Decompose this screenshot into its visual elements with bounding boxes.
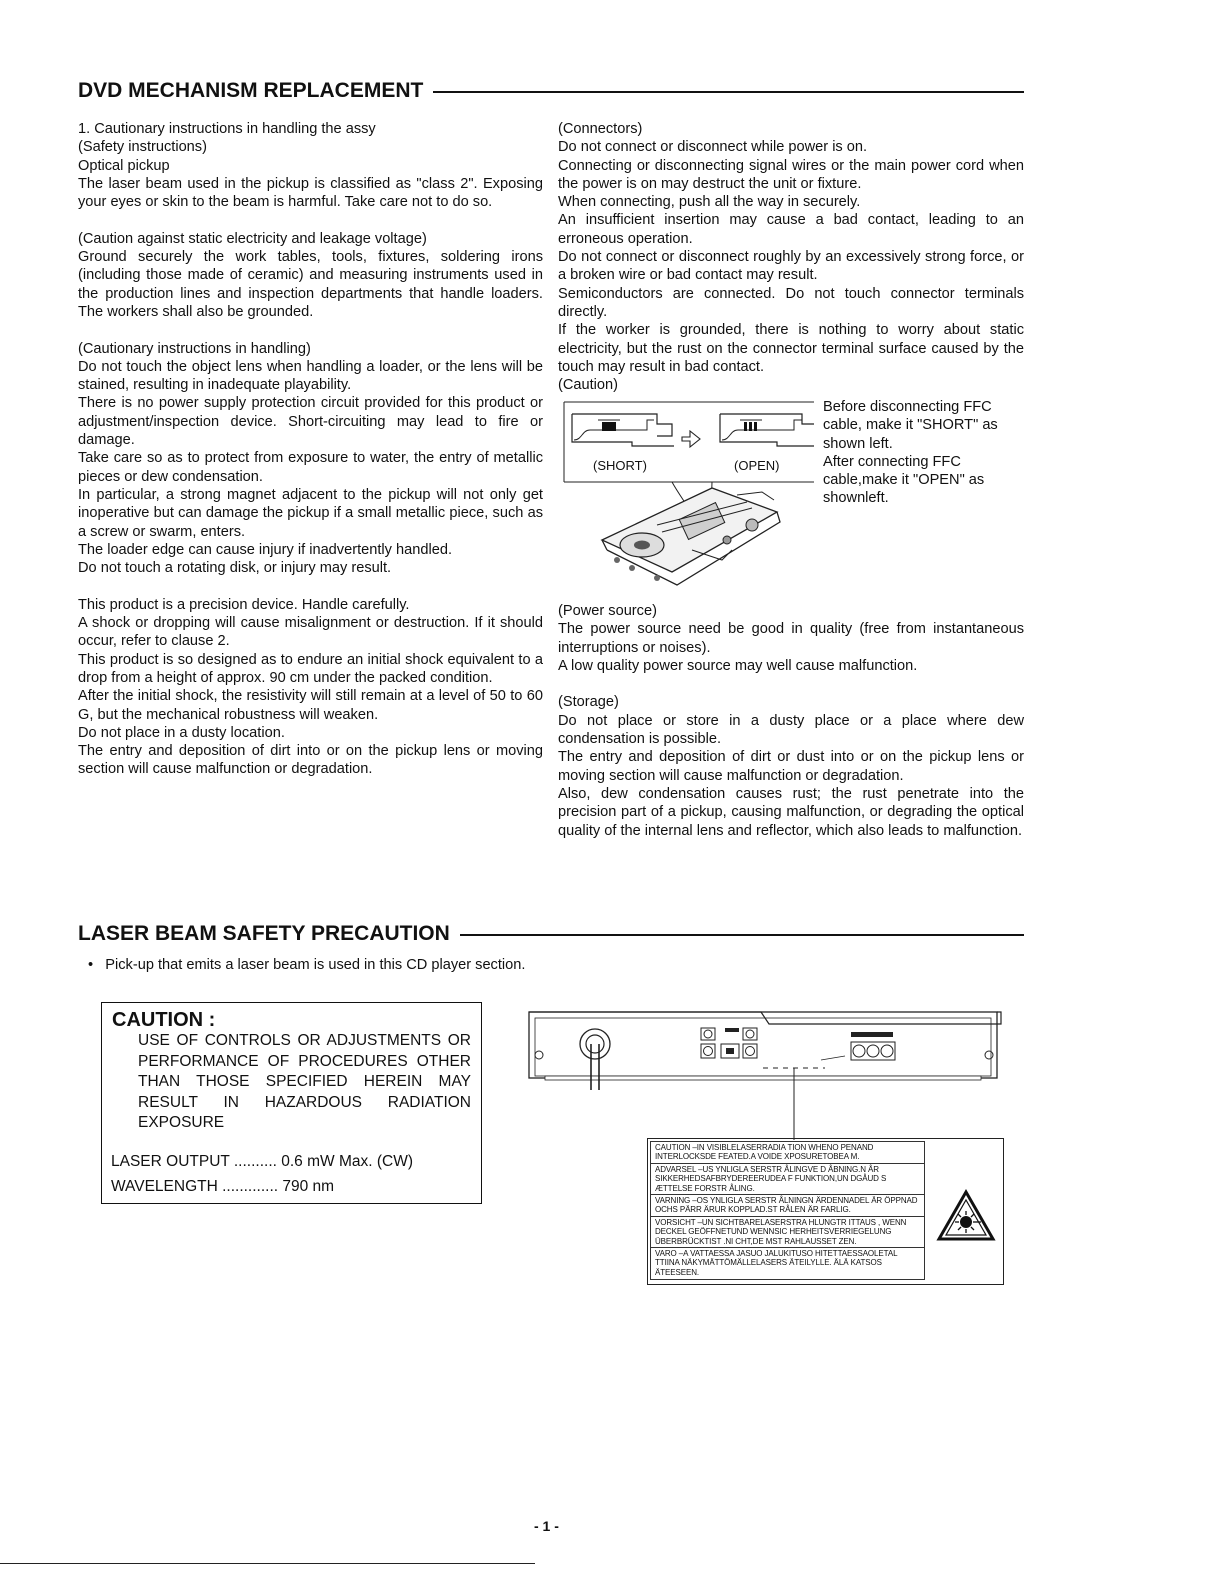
- paragraph: (Storage): [558, 694, 619, 711]
- paragraph: In particular, a strong magnet adjacent to the pickup will not only get inoperative but can damage the pickup if a small metallic piece, such as a screw or swarm, enters.: [78, 486, 543, 540]
- wavelength: WAVELENGTH ............. 790 nm: [111, 1178, 335, 1195]
- ffc-note-line: cable,make it "OPEN" as: [823, 472, 985, 489]
- paragraph: Optical pickup: [78, 157, 170, 174]
- short-connector: [572, 414, 674, 446]
- paragraph: If the worker is grounded, there is nothing to worry about static electricity, but the rust on the connector terminal surface caused by the touch may result in bad contact.: [558, 322, 1024, 375]
- ffc-note: [823, 398, 1028, 508]
- paragraph: A low quality power source may well cause malfunction.: [558, 657, 918, 674]
- ffc-note-line: cable, make it "SHORT" as: [823, 417, 998, 434]
- paragraph: (Power source): [558, 603, 657, 619]
- paragraph: The power source need be good in quality (free from instantaneous interruptions or noises).: [558, 621, 1024, 656]
- player-rear-panel-drawing: [525, 1008, 1005, 1143]
- paragraph: The entry and deposition of dirt or dust into or on the pickup lens or moving section will cause malfunction or degradation.: [558, 749, 1024, 784]
- paragraph-gap: [558, 675, 1024, 693]
- caution-title: CAUTION :: [112, 1009, 216, 1031]
- screw-icon: [535, 1051, 543, 1059]
- paragraph: (Caution against static electricity and leakage voltage): [78, 230, 427, 247]
- paragraph: After the initial shock, the resistivity will still remain at a level of 50 to 60 G, but the mechanical robustness will weaken.: [78, 688, 543, 723]
- label-warning-row: VORSICHT –UN SICHTBARELASERSTRA HLUNGTR ITTAUS , WENN DECKEL GEÖFFNETUND WENNSIC HERHEITSVERRIEGELUNG ÜBERBRÜCKTIST .NI CHT,DE MST RAHLAUSSET ZEN.: [651, 1217, 924, 1248]
- paragraph: Take care so as to protect from exposure to water, the entry of metallic pieces or dew condensation.: [78, 450, 543, 485]
- paragraph: Do not place or store in a dusty place or a place where dew condensation is possible.: [558, 712, 1024, 748]
- paragraph: This product is a precision device. Handle carefully.: [78, 596, 410, 613]
- paragraph: There is no power supply protection circuit provided for this product or adjustment/inspection device. Short-circuiting may lead to fire or damage.: [78, 395, 543, 449]
- paragraph: Do not touch a rotating disk, or injury may result.: [78, 560, 392, 577]
- paragraph: Semiconductors are connected. Do not touch connector terminals directly.: [558, 285, 1024, 320]
- bullet-item: [88, 957, 525, 973]
- paragraph: Ground securely the work tables, tools, fixtures, soldering irons (including those made of ceramic) and measuring instruments used in the production lines and inspection departments that handle loaders. The workers shall also be grounded.: [78, 249, 543, 320]
- section-heading-laser: [78, 922, 1024, 946]
- paragraph: Do not connect or disconnect while power is on.: [558, 139, 868, 156]
- footer-rule: [0, 1563, 535, 1564]
- label-warning-row: VARO –A VATTAESSA JASUO JALUKITUSO HITETTAESSAOLETAL TTIINA NÄKYMÄTTÖMÄLLELASERS ÄTEILYLLE. ÄLÄ KATSOS ÄTEESEEN.: [655, 1249, 898, 1277]
- paragraph-gap: [78, 577, 543, 595]
- paragraph: (Cautionary instructions in handling): [78, 340, 311, 357]
- bullet-icon: •: [88, 957, 106, 973]
- label-warning-row: CAUTION –IN VISIBLELASERRADIA TION WHENO PENAND INTERLOCKSDE FEATED.A VOIDE XPOSURETOBEA M.: [651, 1142, 924, 1164]
- paragraph: 1. Cautionary instructions in handling the assy: [78, 121, 376, 137]
- paragraph-gap: [78, 321, 543, 339]
- paragraph: Also, dew condensation causes rust; the rust penetrate into the precision part of a pickup, causing malfunction, or degrading the optical quality of the internal lens and reflector, which also leads to malfunction.: [558, 785, 1024, 839]
- ffc-connector-diagram: [562, 400, 817, 595]
- label-text-panel: [650, 1141, 925, 1280]
- paragraph: A shock or dropping will cause misalignment or destruction. If it should occur, refer to clause 2.: [78, 615, 543, 650]
- paragraph-gap: [78, 211, 543, 229]
- page-number: - 1 -: [534, 1518, 559, 1534]
- laser-output: LASER OUTPUT .......... 0.6 mW Max. (CW): [111, 1153, 413, 1170]
- label-warning-row: VARNING –OS YNLIGLA SERSTR ÅLNINGN ÄRDENNADEL ÄR ÖPPNAD OCHS PÄRR ÄRUR KOPPLAD.ST RÅLEN ÄR FARLIG.: [651, 1195, 924, 1217]
- paragraph: (Caution): [558, 377, 619, 394]
- paragraph: The laser beam used in the pickup is classified as "class 2". Exposing your eyes or skin to the beam is harmful. Take care not to do so.: [78, 175, 543, 211]
- paragraph: Connecting or disconnecting signal wires or the main power cord when the power is on may destruct the unit or fixture.: [558, 157, 1024, 192]
- paragraph: Do not place in a dusty location.: [78, 724, 285, 741]
- paragraph: An insufficient insertion may cause a bad contact, leading to an erroneous operation.: [558, 212, 1024, 247]
- ffc-note-line: shownleft.: [823, 490, 889, 507]
- paragraph: (Connectors): [558, 121, 643, 137]
- section-title: DVD MECHANISM REPLACEMENT: [78, 79, 424, 102]
- paragraph: The entry and deposition of dirt into or on the pickup lens or moving section will cause malfunction or degradation.: [78, 743, 543, 778]
- laser-hazard-icon: [936, 1189, 996, 1243]
- paragraph: Do not touch the object lens when handling a loader, or the lens will be stained, resulting in inadequate playability.: [78, 358, 543, 394]
- paragraph: When connecting, push all the way in securely.: [558, 194, 861, 211]
- caution-box: [101, 1002, 482, 1204]
- open-label: (OPEN): [734, 458, 780, 473]
- bullet-text: Pick-up that emits a laser beam is used in this CD player section.: [105, 957, 526, 973]
- label-warning-row: ADVARSEL –US YNLIGLA SERSTR ÅLINGVE D ÅBNING.N ÅR SIKKERHEDSAFBRYDEREERUDEA F FUNKTION,UN DGÅUD S ÆTTELSE FORSTR ÅLING.: [651, 1164, 924, 1195]
- section-heading-dvd: [78, 79, 1024, 103]
- paragraph: Do not connect or disconnect roughly by an excessively strong force, or a broken wire or bad contact may result.: [558, 249, 1024, 284]
- paragraph: This product is so designed as to endure an initial shock equivalent to a drop from a height of approx. 90 cm under the packed condition.: [78, 651, 543, 686]
- open-connector: [720, 414, 814, 446]
- paragraph: The loader edge can cause injury if inadvertently handled.: [78, 541, 453, 558]
- screw-icon: [985, 1051, 993, 1059]
- ffc-note-line: shown left.: [823, 435, 893, 452]
- right-column-top: [558, 120, 1024, 394]
- caution-text: USE OF CONTROLS OR ADJUSTMENTS OR PERFORMANCE OF PROCEDURES OTHER THAN THOSE SPECIFIED HEREIN MAY RESULT IN HAZARDOUS RADIATION EXPOSURE: [138, 1032, 471, 1131]
- right-column-bottom: [558, 602, 1024, 840]
- heading-rule: [460, 934, 1024, 936]
- short-label: (SHORT): [593, 458, 647, 473]
- dvd-mechanism-drawing: [602, 488, 780, 585]
- section-title: LASER BEAM SAFETY PRECAUTION: [78, 922, 450, 945]
- left-column: [78, 120, 543, 779]
- paragraph: (Safety instructions): [78, 139, 207, 156]
- laser-warning-label: [647, 1138, 1004, 1285]
- ffc-note-line: After connecting FFC: [823, 453, 961, 470]
- ffc-note-line: Before disconnecting FFC: [823, 399, 992, 415]
- heading-rule: [433, 91, 1024, 93]
- arrow-icon: [682, 431, 700, 447]
